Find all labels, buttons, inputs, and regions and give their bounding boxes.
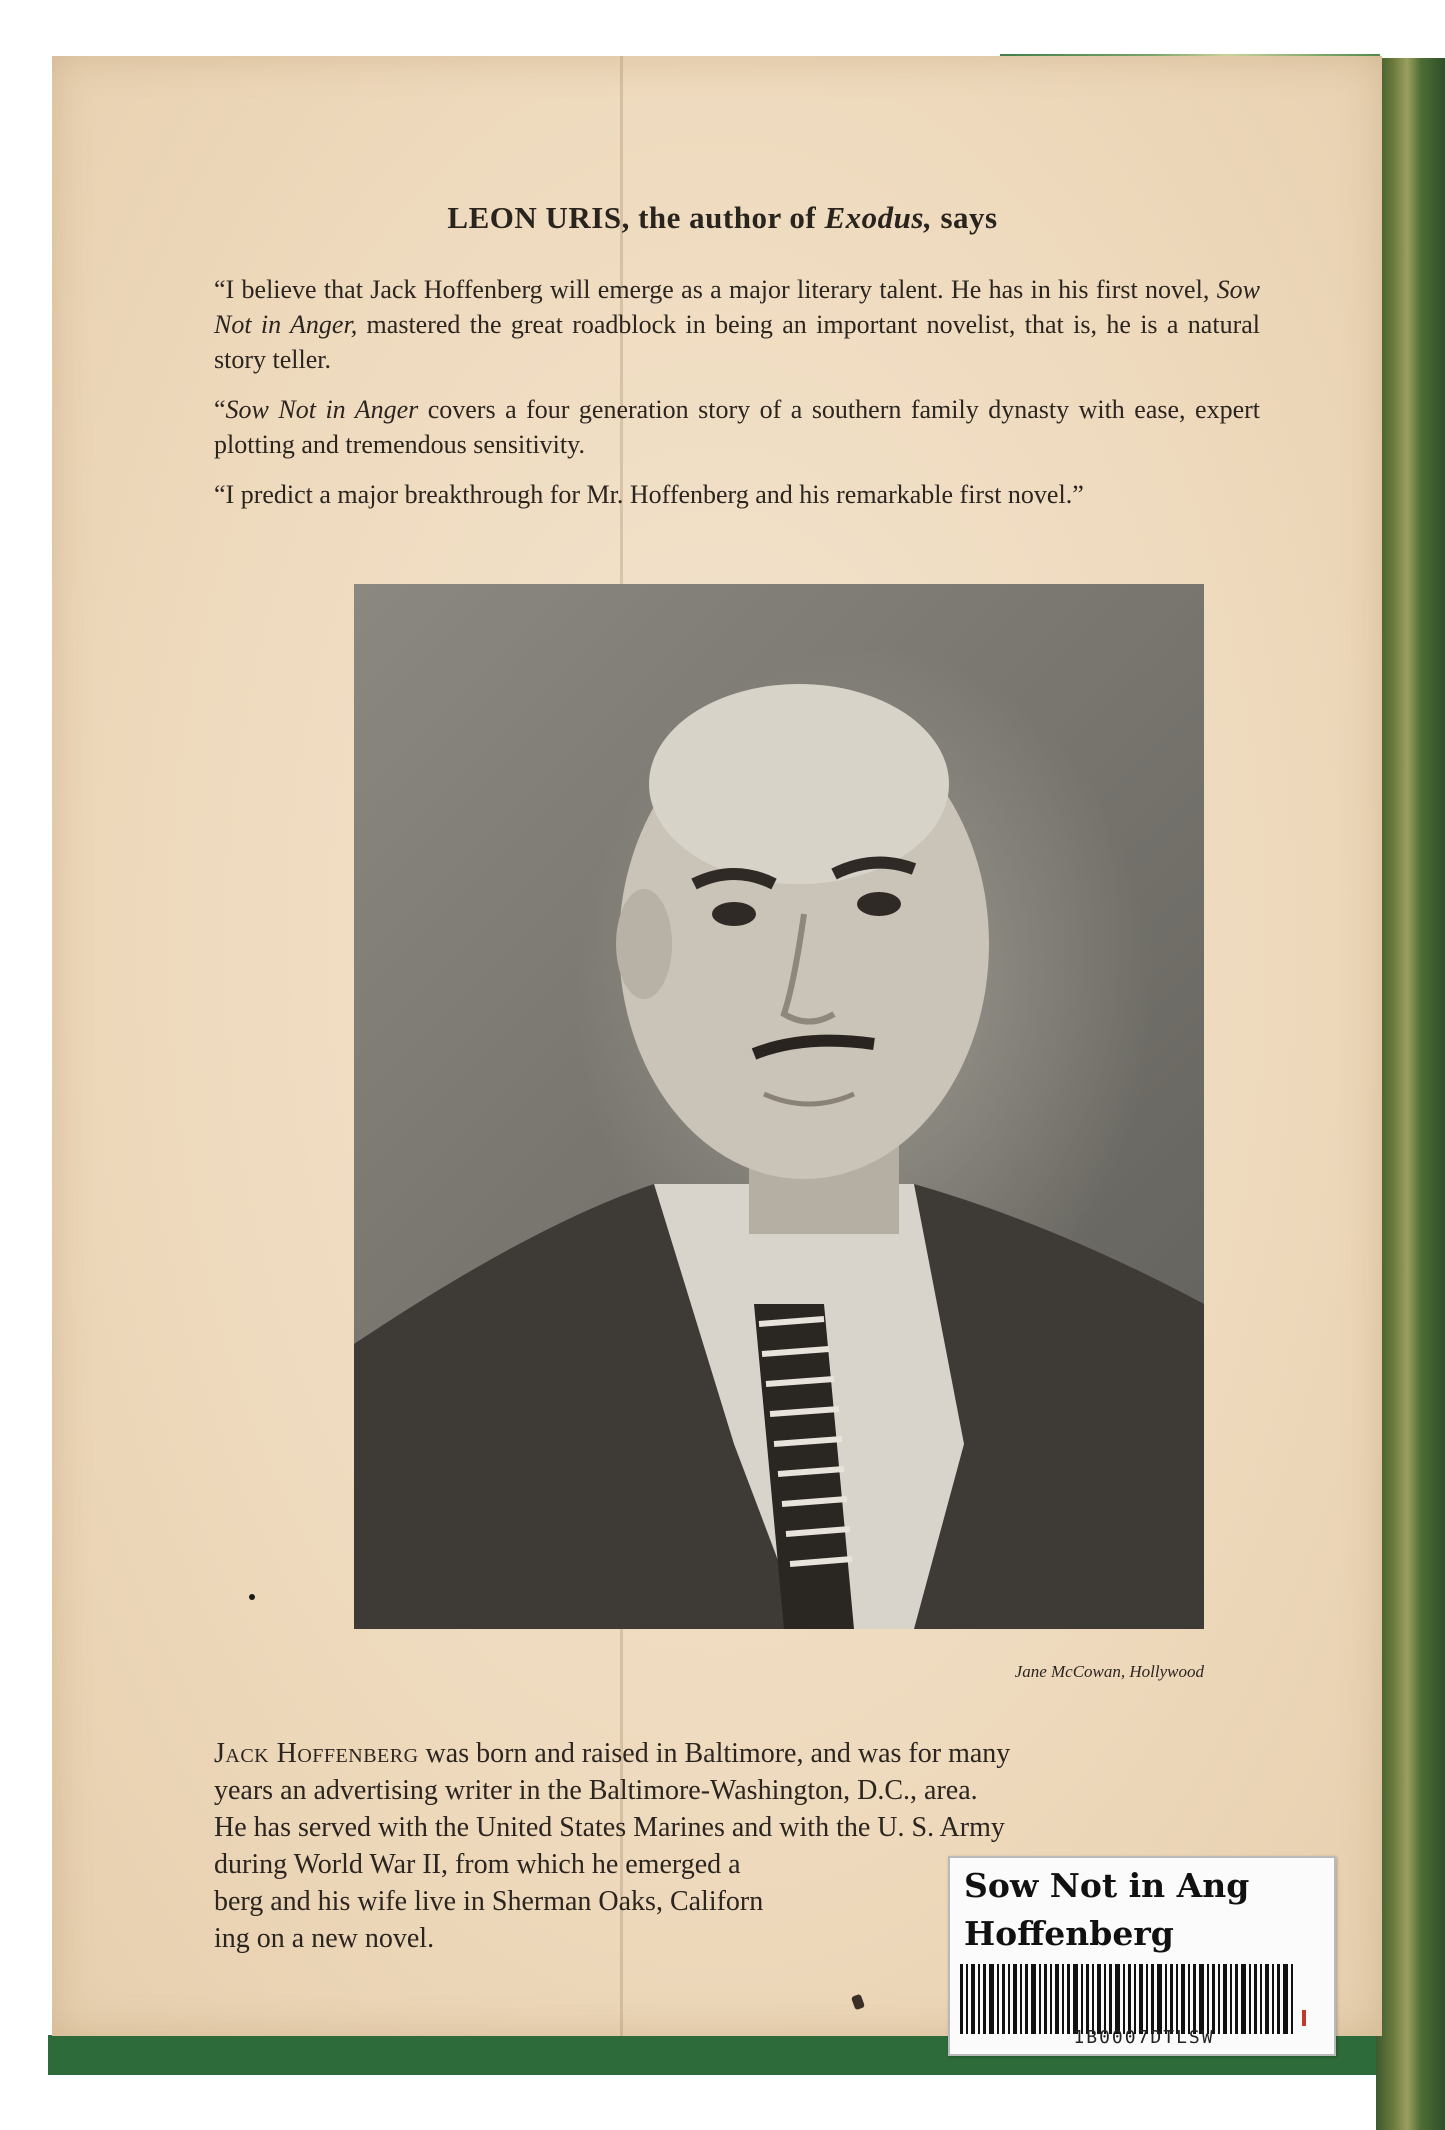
quote-paragraph-1	[214, 272, 1260, 377]
sticker-author: Hoffenberg	[964, 1914, 1174, 1953]
library-barcode-sticker	[948, 1856, 1336, 2056]
bio-text: was born and raised in Baltimore, and was for many	[418, 1738, 1011, 1769]
sticker-title: Sow Not in Ang	[964, 1866, 1250, 1905]
ink-dot	[249, 1594, 255, 1600]
bio-author-name: Jack Hoffenberg	[214, 1738, 419, 1769]
portrait-illustration	[354, 584, 1204, 1629]
bio-line-5: berg and his wife live in Sherman Oaks, Californ	[214, 1886, 764, 1917]
bio-line-3: He has served with the United States Marines and with the U. S. Army	[214, 1812, 1005, 1843]
photo-credit: Jane McCowan, Hollywood	[1014, 1662, 1204, 1681]
bio-line-6: ing on a new novel.	[214, 1923, 435, 1954]
author-portrait-photo	[354, 584, 1204, 1629]
bio-line-1	[214, 1735, 1260, 1772]
quote-text: covers a four generation story of a southern family dynasty with ease, expert plotting and tremendous sensitivity.	[214, 395, 1260, 459]
quote-text: “I predict a major breakthrough for Mr. Hoffenberg and his remarkable first novel.”	[214, 480, 1084, 509]
book-spine-edge	[1376, 58, 1445, 2130]
quote-text: mastered the great roadblock in being an important novelist, that is, he is a natural story teller.	[214, 310, 1260, 374]
quote-book-title: Sow Not in Anger	[225, 395, 419, 424]
barcode-icon	[960, 1964, 1300, 2034]
bio-line-4: during World War II, from which he emerged a	[214, 1849, 741, 1880]
quote-paragraph-3	[214, 477, 1260, 512]
quote-text: “	[214, 395, 226, 424]
headline-author: LEON URIS, the author of	[447, 200, 825, 235]
endorsement-headline	[0, 200, 1445, 236]
quote-paragraph-2	[214, 392, 1260, 462]
bio-line-2: years an advertising writer in the Baltimore-Washington, D.C., area.	[214, 1775, 978, 1806]
quote-text: “I believe that Jack Hoffenberg will emerge as a major literary talent. He has in his first novel,	[214, 275, 1217, 304]
sticker-code: 1B0007DTLSW	[1073, 2027, 1215, 2048]
quote-book-title: Sow Not in Anger,	[214, 275, 1260, 339]
headline-book-title: Exodus,	[824, 200, 933, 235]
headline-says: says	[932, 200, 998, 235]
sticker-red-mark	[1302, 2010, 1306, 2026]
